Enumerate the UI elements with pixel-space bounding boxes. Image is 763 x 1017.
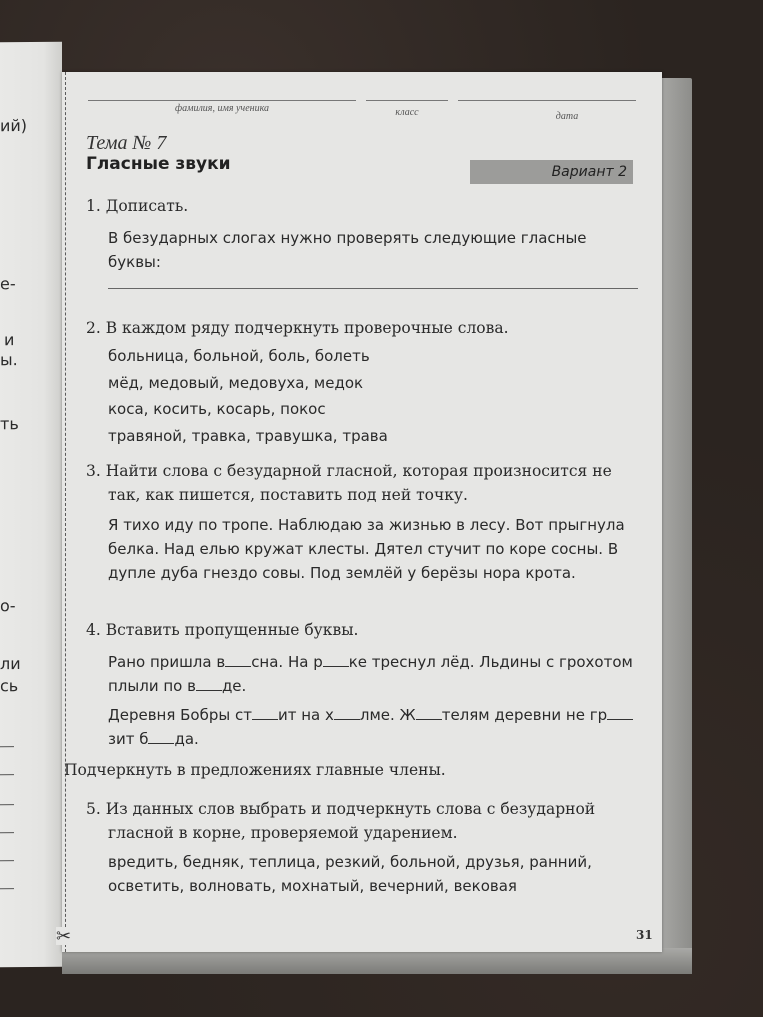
- text-fragment: ит на х: [277, 706, 334, 724]
- task-title: В каждом ряду подчеркнуть проверочные слова.: [105, 319, 509, 337]
- text-fragment: да.: [174, 730, 199, 748]
- text-fragment: зит б: [108, 730, 149, 748]
- left-answer-line: [0, 746, 14, 747]
- word-row: мёд, медовый, медовуха, медок: [108, 373, 364, 392]
- task-number: 2.: [86, 319, 101, 337]
- left-answer-line: [0, 832, 14, 833]
- previous-page-edge: [0, 42, 62, 968]
- task-4-heading: [86, 618, 642, 642]
- task-3-heading: [86, 459, 642, 507]
- left-fragment: ли: [0, 654, 21, 674]
- task-3-text: Я тихо иду по тропе. Наблюдаю за жизнью в лесу. Вот прыгнула белка. Над елью кружат клесты. Дятел стучит по коре сосны. В дупле дуба гнездо совы. Под землёй у берёзы нора крота.: [108, 516, 625, 582]
- blank-gap[interactable]: [148, 731, 174, 744]
- left-answer-line: [0, 774, 14, 775]
- task-4-paragraph-1: [86, 650, 642, 698]
- text-fragment: Рано пришла в: [108, 653, 226, 671]
- task-4-followup: [64, 758, 620, 782]
- text-fragment: сна. На р: [251, 653, 323, 671]
- name-field[interactable]: [88, 100, 356, 121]
- task-number: 3.: [86, 462, 101, 480]
- worksheet-page: [56, 72, 662, 952]
- task-4-paragraph-2: [86, 703, 642, 751]
- text-fragment: телям деревни не гр: [441, 706, 608, 724]
- left-fragment: е-: [0, 274, 16, 294]
- text-fragment: Деревня Бобры ст: [108, 706, 252, 724]
- blank-gap[interactable]: [323, 654, 349, 667]
- cut-line: [65, 72, 66, 952]
- task-title: Вставить пропущенные буквы.: [105, 621, 359, 639]
- task-1-text: В безударных слогах нужно проверять следующие гласные буквы:: [108, 229, 587, 271]
- word-row: коса, косить, косарь, покос: [108, 400, 326, 418]
- student-info-fields: [88, 100, 636, 124]
- left-answer-line: [0, 804, 14, 805]
- word-row: больница, больной, боль, болеть: [108, 347, 370, 365]
- text-fragment: лме. Ж: [359, 706, 416, 724]
- blank-gap[interactable]: [607, 707, 633, 720]
- task-2-word-rows: [86, 343, 642, 449]
- left-fragment: ы.: [0, 350, 18, 370]
- text-fragment: ке треснул лёд. Льдины с грохотом плыли по в: [108, 653, 633, 695]
- topic-number: Тема № 7: [86, 132, 167, 154]
- left-fragment: о-: [0, 596, 16, 616]
- task-5-heading: [86, 797, 642, 845]
- task-2-heading: [86, 316, 642, 340]
- name-field-label: фамилия, имя ученика: [174, 103, 270, 114]
- task-3: [86, 459, 642, 585]
- task-5: [86, 797, 642, 898]
- task-title: Найти слова с безударной гласной, которая произносится не так, как пишется, поставить под ней точку.: [105, 462, 612, 504]
- task-4: [86, 618, 642, 751]
- blank-gap[interactable]: [416, 707, 442, 720]
- blank-gap[interactable]: [334, 707, 360, 720]
- class-field[interactable]: [366, 100, 448, 121]
- date-field[interactable]: [458, 100, 636, 121]
- scissors-icon: ✂: [56, 926, 72, 946]
- date-field-label: дата: [555, 111, 579, 122]
- left-fragment: ий): [0, 116, 28, 136]
- left-fragment: ть: [0, 414, 19, 434]
- word-row: травяной, травка, травушка, трава: [108, 426, 388, 445]
- answer-line[interactable]: [108, 288, 638, 289]
- page-number: 31: [636, 928, 653, 942]
- left-answer-line: [0, 888, 14, 889]
- task-5-word-list: вредить, бедняк, теплица, резкий, больной, друзья, ранний, осветить, волновать, мохнатый, вечерний, вековая: [108, 853, 592, 895]
- task-2: [86, 316, 642, 449]
- topic-title: Гласные звуки: [86, 154, 231, 174]
- followup-instruction: Подчеркнуть в предложениях главные члены.: [64, 761, 446, 779]
- left-fragment: сь: [0, 676, 19, 696]
- text-fragment: де.: [221, 677, 247, 695]
- left-fragment: и: [4, 330, 15, 350]
- variant-badge: Вариант 2: [470, 160, 633, 184]
- class-field-label: класс: [395, 107, 419, 118]
- blank-gap[interactable]: [196, 678, 222, 691]
- blank-gap[interactable]: [225, 654, 251, 667]
- task-number: 5.: [86, 800, 101, 818]
- task-title: Из данных слов выбрать и подчеркнуть слова с безударной гласной в корне, проверяемой ударением.: [105, 800, 596, 842]
- blank-gap[interactable]: [252, 707, 278, 720]
- task-1-heading: [86, 194, 642, 218]
- task-number: 4.: [86, 621, 101, 639]
- task-title: Дописать.: [105, 197, 189, 215]
- task-number: 1.: [86, 197, 101, 215]
- left-answer-line: [0, 860, 14, 861]
- task-1: [86, 194, 642, 289]
